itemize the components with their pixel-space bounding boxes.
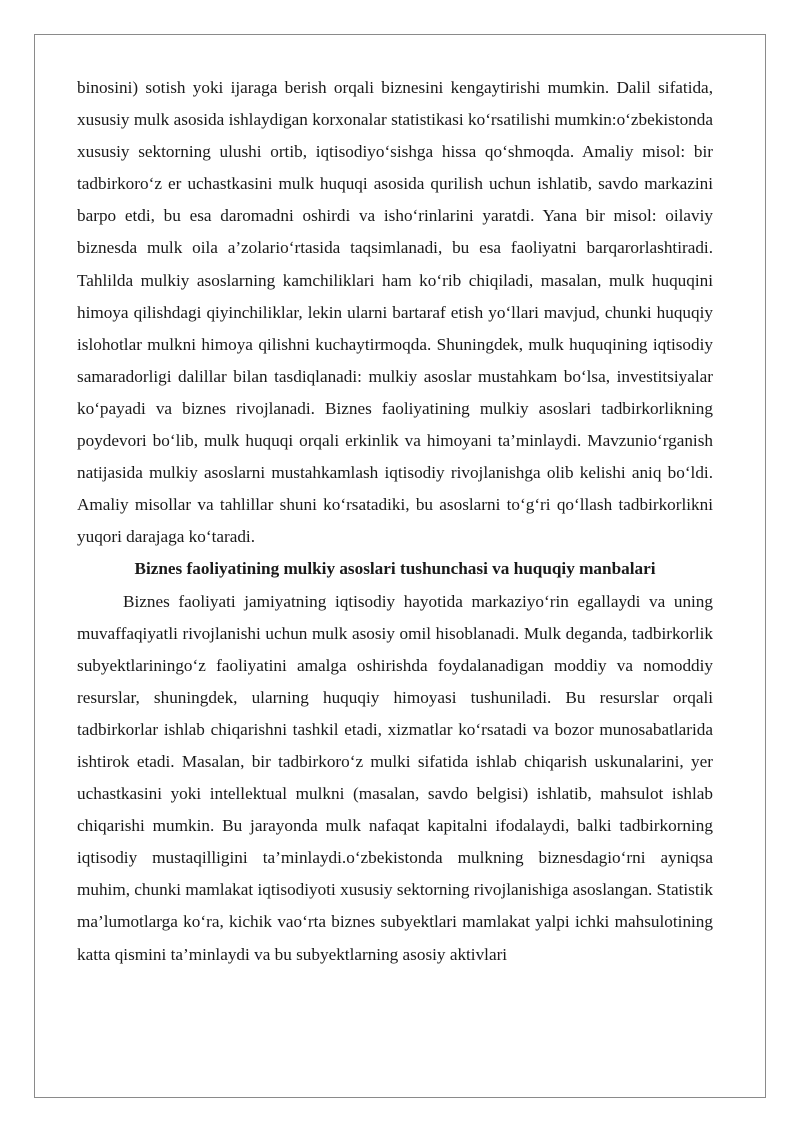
- section-heading: Biznes faoliyatining mulkiy asoslari tushunchasi va huquqiy manbalari: [134, 559, 656, 579]
- document-body: [77, 72, 713, 971]
- body-paragraph: binosini) sotish yoki ijaraga berish orqali biznesini kengaytirishi mumkin. Dalil sifatida, xususiy mulk asosida ishlaydigan korxonalar statistikasi ko‘rsatilishi mumkin:o‘zbekistonda xususiy sektorning ulushi ortib, iqtisodiyo‘sishga hissa qo‘shmoqda. Amaliy misol: bir tadbirkoro‘z er uchastkasini mulk huquqi asosida qurilish uchun ishlatib, savdo markazini barpo etdi, bu esa daromadni oshirdi va isho‘rinlarini yaratdi. Yana bir misol: oilaviy biznesda mulk oila a’zolario‘rtasida taqsimlanadi, bu esa faoliyatni barqarorlashtiradi. Tahlilda mulkiy asoslarning kamchiliklari ham ko‘rib chiqiladi, masalan, mulk huquqini himoya qilishdagi qiyinchiliklar, lekin ularni bartaraf etish yo‘llari mavjud, chunki huquqiy islohotlar mulkni himoya qilishni kuchaytirmoqda. Shuningdek, mulk huquqining iqtisodiy samaradorligi dalillar bilan tasdiqlanadi: mulkiy asoslar mustahkam bo‘lsa, investitsiyalar ko‘payadi va biznes rivojlanadi. Biznes faoliyatining mulkiy asoslari tadbirkorlikning poydevori bo‘lib, mulk huquqi orqali erkinlik va himoyani ta’minlaydi. Mavzunio‘rganish natijasida mulkiy asoslarni mustahkamlash iqtisodiy rivojlanishga olib kelishi aniq bo‘ldi. Amaliy misollar va tahlillar shuni ko‘rsatadiki, bu asoslarni to‘g‘ri qo‘llash tadbirkorlikni yuqori darajaga ko‘taradi.: [77, 78, 713, 547]
- body-paragraph: Biznes faoliyati jamiyatning iqtisodiy hayotida markaziyo‘rin egallaydi va uning muvaffaqiyatli rivojlanishi uchun mulk asosiy omil hisoblanadi. Mulk deganda, tadbirkorlik subyektlariningo‘z faoliyatini amalga oshirishda foydalanadigan moddiy va nomoddiy resurslar, shuningdek, ularning huquqiy himoyasi tushuniladi. Bu resurslar orqali tadbirkorlar ishlab chiqarishni tashkil etadi, xizmatlar ko‘rsatadi va bozor munosabatlarida ishtirok etadi. Masalan, bir tadbirkoro‘z mulki sifatida ishlab chiqarish uskunalarini, yer uchastkasini yoki intellektual mulkni (masalan, savdo belgisi) ishlatib, mahsulot ishlab chiqarishi mumkin. Bu jarayonda mulk nafaqat kapitalni ifodalaydi, balki tadbirkorning iqtisodiy mustaqilligini ta’minlaydi.o‘zbekistonda mulkning biznesdagio‘rni ayniqsa muhim, chunki mamlakat iqtisodiyoti xususiy sektorning rivojlanishiga asoslangan. Statistik ma’lumotlarga ko‘ra, kichik vao‘rta biznes subyektlari mamlakat yalpi ichki mahsulotining katta qismini ta’minlaydi va bu subyektlarning asosiy aktivlari: [77, 591, 713, 964]
